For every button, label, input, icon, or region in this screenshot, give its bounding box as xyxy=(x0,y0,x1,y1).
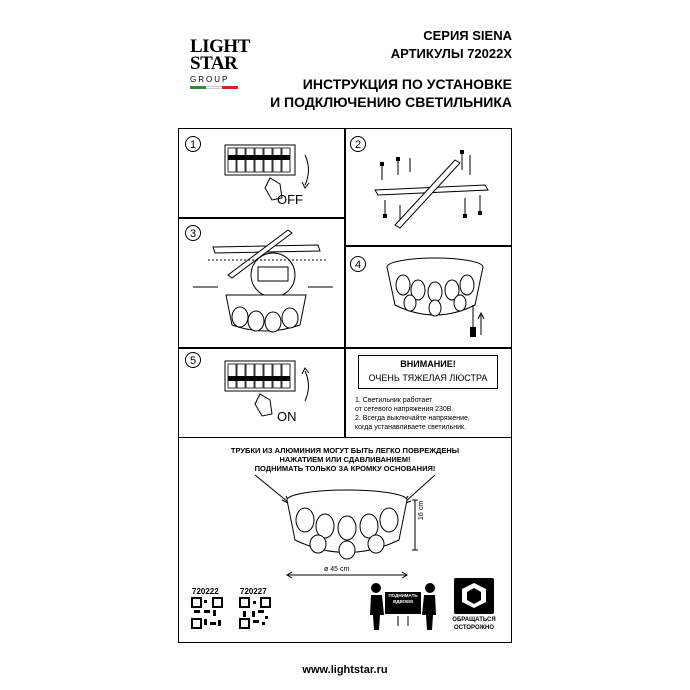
brand-logo xyxy=(190,38,250,72)
breaker-off-illustration xyxy=(210,140,320,215)
lift-label xyxy=(385,593,421,605)
warning-note2-line2: когда устанавливаете светильник. xyxy=(355,424,467,431)
lift-label-line2: ВДВОЕМ xyxy=(393,599,413,604)
two-person-lift-icon xyxy=(368,580,438,632)
article-code-1: 720222 xyxy=(192,587,219,596)
lift-label-line1: ПОДНИМАТЬ xyxy=(388,593,418,598)
caution-line3: ПОДНИМАТЬ ТОЛЬКО ЗА КРОМКУ ОСНОВАНИЯ! xyxy=(254,464,436,473)
title-line1: ИНСТРУКЦИЯ ПО УСТАНОВКЕ xyxy=(302,76,512,92)
on-label: ON xyxy=(277,409,297,424)
step5-number: 5 xyxy=(185,352,201,368)
brand-line2: STAR xyxy=(190,53,238,74)
mounting-bracket-illustration xyxy=(370,150,500,240)
handle-with-care-icon xyxy=(454,578,494,614)
warning-subtitle: ОЧЕНЬ ТЯЖЕЛАЯ ЛЮСТРА xyxy=(368,373,488,383)
caution-line2: НАЖАТИЕМ ИЛИ СДАВЛИВАНИЕМ! xyxy=(279,455,411,464)
series-label: СЕРИЯ SIENA xyxy=(423,28,512,43)
handle-label xyxy=(440,616,508,632)
articles-label: АРТИКУЛЫ 72022X xyxy=(390,46,512,61)
italian-flag-icon xyxy=(190,86,238,89)
off-label: OFF xyxy=(277,192,303,207)
step3-number: 3 xyxy=(185,225,201,241)
warning-note1 xyxy=(355,396,470,432)
diameter-dimension: ø 45 cm xyxy=(324,566,350,573)
caution-line1: ТРУБКИ ИЗ АЛЮМИНИЯ МОГУТ БЫТЬ ЛЕГКО ПОВРЕЖДЕНЫ xyxy=(230,446,460,455)
handle-label-line2: ОСТОРОЖНО xyxy=(454,625,494,631)
wiring-connection-illustration xyxy=(188,225,338,343)
fixture-attached-illustration xyxy=(385,255,505,345)
brand-line3: GROUP xyxy=(190,75,230,84)
step1-number: 1 xyxy=(185,136,201,152)
caution-text xyxy=(178,446,512,473)
title-line2: И ПОДКЛЮЧЕНИЮ СВЕТИЛЬНИКА xyxy=(270,94,512,110)
footer-url[interactable]: www.lightstar.ru xyxy=(302,664,388,676)
step4-number: 4 xyxy=(350,256,366,272)
step2-number: 2 xyxy=(350,136,366,152)
article-code-2: 720227 xyxy=(240,587,267,596)
warning-title: ВНИМАНИЕ! xyxy=(400,359,456,369)
qr-code-icon[interactable] xyxy=(192,598,222,628)
fixture-dimensions-illustration xyxy=(250,470,450,580)
warning-note1-line2: от сетевого напряжения 230В. xyxy=(355,406,454,413)
brand-line1: LIGHT xyxy=(190,36,250,57)
handle-label-line1: ОБРАЩАТЬСЯ xyxy=(452,617,496,623)
warning-note2-line1: 2. Всегда выключайте напряжение, xyxy=(355,415,470,422)
breaker-on-illustration xyxy=(210,356,320,431)
height-dimension: 16 cm xyxy=(418,500,425,520)
qr-code-icon[interactable] xyxy=(240,598,270,628)
warning-note1-line1: 1. Светильник работает xyxy=(355,397,433,404)
